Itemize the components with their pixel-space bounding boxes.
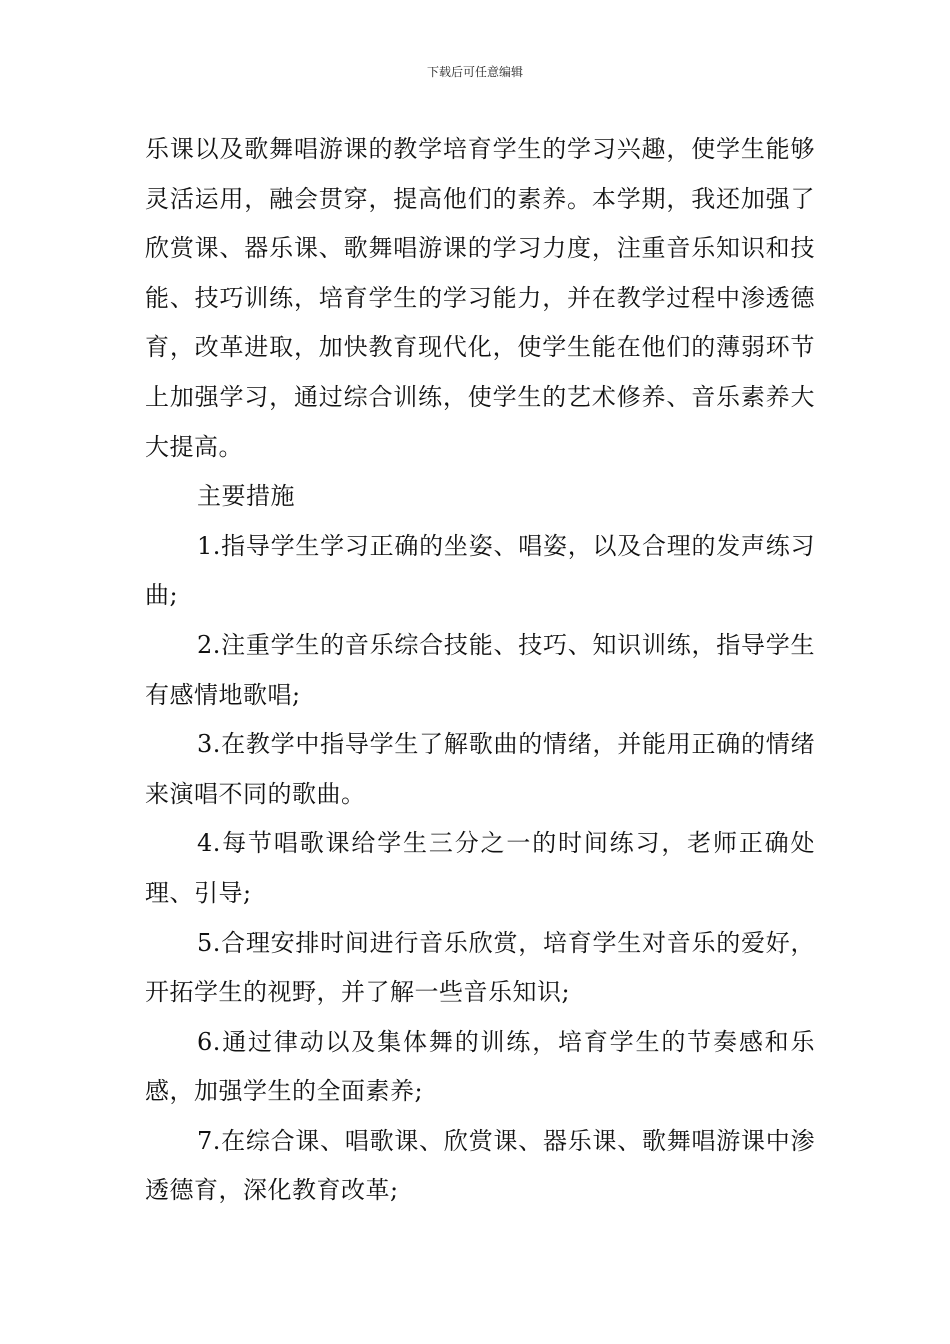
list-item: 2.注重学生的音乐综合技能、技巧、知识训练，指导学生有感情地歌唱; <box>145 630 815 709</box>
list-item: 5.合理安排时间进行音乐欣赏，培育学生对音乐的爱好，开拓学生的视野，并了解一些音乐知识; <box>145 928 815 1007</box>
list-item: 6.通过律动以及集体舞的训练，培育学生的节奏感和乐感，加强学生的全面素养; <box>145 1027 815 1106</box>
list-item: 7.在综合课、唱歌课、欣赏课、器乐课、歌舞唱游课中渗透德育，深化教育改革; <box>145 1126 815 1205</box>
list-item: 4.每节唱歌课给学生三分之一的时间练习，老师正确处理、引导; <box>145 829 815 907</box>
list-item: 1.指导学生学习正确的坐姿、唱姿，以及合理的发声练习曲; <box>145 531 815 610</box>
page-header: 下载后可任意编辑 <box>426 65 523 79</box>
section-heading-main-measures: 主要措施 <box>197 482 295 511</box>
document-body <box>145 125 815 1216</box>
paragraph-intro: 乐课以及歌舞唱游课的教学培育学生的学习兴趣，使学生能够灵活运用，融会贯穿，提高他们的素养。本学期，我还加强了欣赏课、器乐课、歌舞唱游课的学习力度，注重音乐知识和技能、技巧训练，培育学生的学习能力，并在教学过程中渗透德育，改革进取，加快教育现代化，使学生能在他们的薄弱环节上加强学习，通过综合训练，使学生的艺术修养、音乐素养大大提高。 <box>145 135 815 461</box>
list-item: 3.在教学中指导学生了解歌曲的情绪，并能用正确的情绪来演唱不同的歌曲。 <box>145 730 815 808</box>
